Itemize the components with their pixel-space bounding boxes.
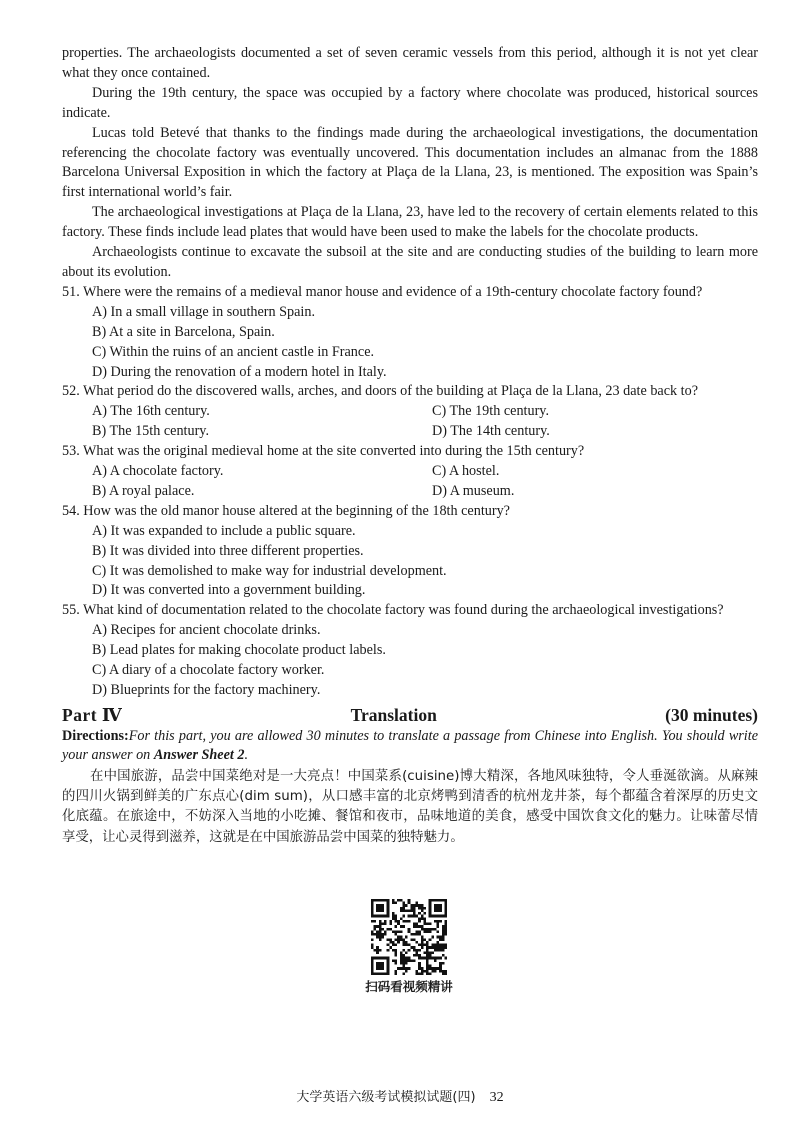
question-51-option-a: A) In a small village in southern Spain. xyxy=(92,303,316,320)
passage-paragraph-5: Archaeologists continue to excavate the subsoil at the site and are conducting studies of the building to learn more about its evolution. xyxy=(62,244,758,280)
question-53-option-c: C) A hostel. xyxy=(432,463,500,480)
question-51-option-d: D) During the renovation of a modern hotel in Italy. xyxy=(92,363,387,380)
question-55-stem: 55. What kind of documentation related to the chocolate factory was found during the archaeological investigations? xyxy=(62,602,724,619)
part-title: Translation xyxy=(350,704,437,725)
part-time: (30 minutes) xyxy=(665,704,758,725)
question-54-option-b: B) It was divided into three different properties. xyxy=(92,542,364,559)
footer-title: 大学英语六级考试模拟试题(四) xyxy=(296,1090,476,1105)
question-54-stem: 54. How was the old manor house altered at the beginning of the 18th century? xyxy=(62,502,510,519)
part-header xyxy=(62,704,758,726)
passage-paragraph-4: The archaeological investigations at Plaça de la Llana, 23, have led to the recovery of certain elements related to this factory. These finds include lead plates that would have been used to make the labels for the chocolate products. xyxy=(62,204,758,241)
directions-text: For this part, you are allowed 30 minutes to translate a passage from Chinese into English. You should write your answer on xyxy=(62,727,758,764)
question-51-option-c: C) Within the ruins of an ancient castle in France. xyxy=(92,343,375,360)
question-51-option-b: B) At a site in Barcelona, Spain. xyxy=(92,323,275,340)
question-55-option-c: C) A diary of a chocolate factory worker. xyxy=(92,662,325,679)
qr-code-image xyxy=(371,899,447,975)
directions xyxy=(62,727,758,766)
chinese-passage: 在中国旅游，品尝中国菜绝对是一大亮点！中国菜系(cuisine)博大精深，各地风味独特，令人垂涎欲滴。从麻辣的四川火锅到鲜美的广东点心(dim sum)，从口感丰富的北京烤鸭到清香的杭州龙井茶，每个都蕴含着深厚的历史文化底蕴。在旅途中，不妨深入当地的小吃摊、餐馆和夜市，品味地道的美食，感受中国饮食文化的魅力。让味蕾尽情享受，让心灵得到滋养，这就是在中国旅游品尝中国菜的独特魅力。 xyxy=(62,768,758,845)
question-53-options xyxy=(62,462,758,502)
question-53-option-d: D) A museum. xyxy=(432,482,515,499)
question-51-stem: 51. Where were the remains of a medieval manor house and evidence of a 19th-century chocolate factory found? xyxy=(62,283,703,300)
question-55-option-d: D) Blueprints for the factory machinery. xyxy=(92,682,321,698)
question-54-option-c: C) It was demolished to make way for industrial development. xyxy=(92,562,447,579)
question-53-option-a: A) A chocolate factory. xyxy=(92,463,224,480)
part-number: Part Ⅳ xyxy=(62,704,123,725)
directions-label: Directions: xyxy=(62,727,129,744)
question-55-option-b: B) Lead plates for making chocolate product labels. xyxy=(92,642,386,659)
question-52-stem: 52. What period do the discovered walls, arches, and doors of the building at Plaça de la Llana, 23 date back to? xyxy=(62,383,698,400)
page-number: 32 xyxy=(489,1090,504,1105)
question-54-option-a: A) It was expanded to include a public square. xyxy=(92,522,356,539)
qr-caption: 扫码看视频精讲 xyxy=(365,979,453,994)
passage-paragraph-3: Lucas told Betevé that thanks to the findings made during the archaeological investigations, the documentation referencing the chocolate factory was eventually uncovered. This documentation includes an almanac from the 1888 Barcelona Universal Exposition in which the factory at Plaça de la Llana, 23, is mentioned. The exposition was Spain’s first international world’s fair. xyxy=(62,124,758,201)
question-54-option-d: D) It was converted into a government building. xyxy=(92,582,366,599)
passage-paragraph-1: properties. The archaeologists documented a set of seven ceramic vessels from this period, although it is not yet clear what they once contained. xyxy=(62,45,758,81)
qr-code xyxy=(371,899,447,975)
question-53-option-b: B) A royal palace. xyxy=(92,482,195,499)
directions-period: . xyxy=(244,747,249,764)
page-footer xyxy=(0,1086,800,1106)
page-content xyxy=(62,44,758,848)
question-53-stem: 53. What was the original medieval home at the site converted into during the 15th century? xyxy=(62,443,585,460)
question-52-option-b: B) The 15th century. xyxy=(92,423,210,440)
question-52-option-a: A) The 16th century. xyxy=(92,403,210,420)
question-52-option-c: C) The 19th century. xyxy=(432,403,550,420)
question-52-options xyxy=(62,402,758,442)
question-52-option-d: D) The 14th century. xyxy=(432,423,550,440)
directions-answer-sheet: Answer Sheet 2 xyxy=(153,747,245,764)
passage-paragraph-2: During the 19th century, the space was occupied by a factory where chocolate was produced, historical sources indicate. xyxy=(62,84,758,121)
question-55-option-a: A) Recipes for ancient chocolate drinks. xyxy=(92,622,321,639)
